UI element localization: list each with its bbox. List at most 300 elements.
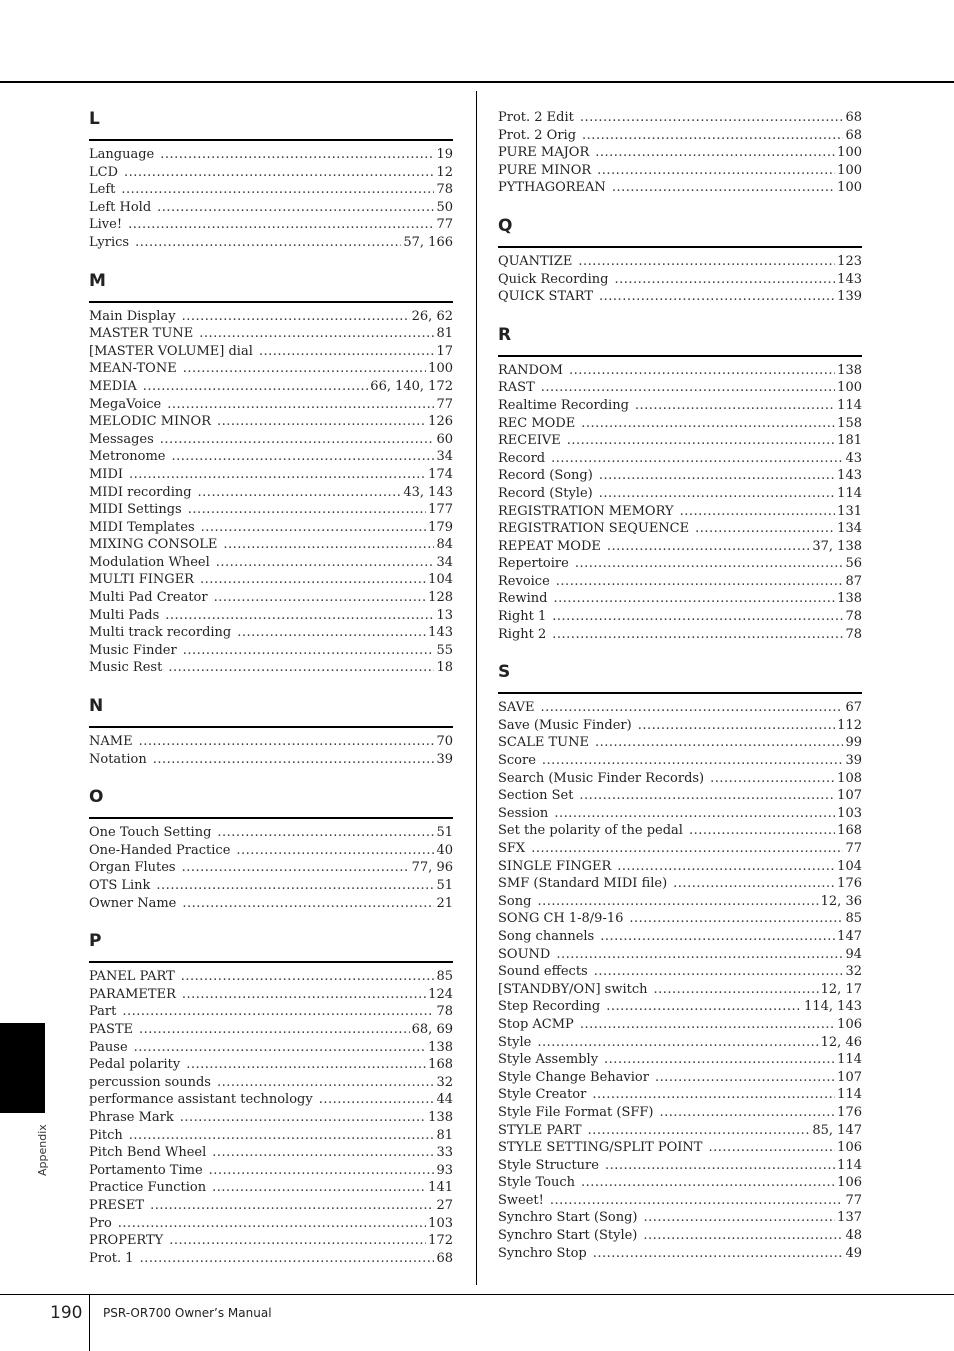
index-term: Stop ACMP: [498, 1016, 574, 1032]
dot-leader: [167, 396, 434, 414]
index-page-refs: 177: [428, 502, 453, 518]
index-page-refs: 78: [845, 609, 862, 625]
index-entry: [498, 717, 862, 735]
index-term: Song channels: [498, 928, 595, 944]
dot-leader: [216, 554, 435, 572]
index-term: SOUND: [498, 946, 551, 962]
index-page-refs: 100: [428, 361, 453, 377]
index-page-refs: 17: [436, 343, 453, 359]
dot-leader: [118, 1215, 426, 1233]
index-page-refs: 13: [436, 607, 453, 623]
section-gap: [89, 768, 453, 782]
index-entry: [89, 589, 453, 607]
index-term: Session: [498, 805, 549, 821]
index-term: Step Recording: [498, 999, 601, 1015]
dot-leader: [653, 981, 818, 999]
index-term: Right 1: [498, 609, 547, 625]
index-entry: [498, 1104, 862, 1122]
index-term: MIDI Templates: [89, 519, 195, 535]
index-term: RAST: [498, 380, 535, 396]
index-page-refs: 158: [837, 415, 862, 431]
index-page-refs: 12, 36: [820, 893, 862, 909]
section-gap: [89, 252, 453, 266]
dot-leader: [182, 308, 410, 326]
index-term: REPEAT MODE: [498, 538, 601, 554]
index-term: Style File Format (SFF): [498, 1104, 654, 1120]
index-term: SONG CH 1-8/9-16: [498, 911, 624, 927]
dot-leader: [594, 963, 844, 981]
dot-leader: [188, 501, 426, 519]
index-entry: [498, 127, 862, 145]
index-term: Metronome: [89, 449, 166, 465]
index-entry: [498, 946, 862, 964]
index-page-refs: 103: [837, 805, 862, 821]
index-page-refs: 43: [845, 450, 862, 466]
index-entry: [498, 538, 862, 556]
index-page-refs: 57, 166: [403, 234, 453, 250]
index-page-refs: 40: [436, 842, 453, 858]
dot-leader: [217, 824, 434, 842]
dot-leader: [660, 1104, 836, 1122]
index-term: MegaVoice: [89, 396, 162, 412]
dot-leader: [578, 253, 835, 271]
index-entry: [89, 1074, 453, 1092]
dot-leader: [580, 1016, 835, 1034]
index-term: Pro: [89, 1215, 112, 1231]
dot-leader: [597, 162, 835, 180]
index-entry: [498, 770, 862, 788]
index-term: SINGLE FINGER: [498, 858, 612, 874]
index-page-refs: 12, 17: [820, 981, 862, 997]
dot-leader: [710, 770, 835, 788]
index-page-refs: 143: [837, 271, 862, 287]
index-entry: [498, 288, 862, 306]
dot-leader: [541, 699, 844, 717]
column-divider: [476, 91, 477, 1285]
dot-leader: [223, 536, 434, 554]
index-term: PYTHAGOREAN: [498, 180, 606, 196]
dot-leader: [542, 752, 844, 770]
index-entry: [89, 1250, 453, 1268]
index-term: PURE MINOR: [498, 162, 592, 178]
index-term: Notation: [89, 751, 147, 767]
index-term: Lyrics: [89, 234, 130, 250]
index-term: Pitch: [89, 1127, 123, 1143]
dot-leader: [581, 1174, 835, 1192]
index-page-refs: 168: [837, 823, 862, 839]
dot-leader: [552, 608, 843, 626]
dot-leader: [153, 751, 435, 769]
dot-leader: [129, 1127, 435, 1145]
index-entry: [89, 501, 453, 519]
index-entry: [498, 109, 862, 127]
dot-leader: [588, 1122, 811, 1140]
index-term: OTS Link: [89, 878, 151, 893]
index-page-refs: 26, 62: [411, 308, 453, 324]
dot-leader: [201, 519, 427, 537]
index-entry: [89, 325, 453, 343]
dot-leader: [531, 840, 843, 858]
index-entry: [498, 822, 862, 840]
dot-leader: [150, 1197, 434, 1215]
index-term: RANDOM: [498, 362, 563, 378]
index-page-refs: 100: [837, 180, 862, 196]
index-term: Organ Flutes: [89, 860, 176, 876]
dot-leader: [217, 1074, 435, 1092]
dot-leader: [214, 589, 427, 607]
index-entry: [89, 536, 453, 554]
index-term: Revoice: [498, 573, 550, 589]
index-page-refs: 56: [845, 556, 862, 572]
index-term: [STANDBY/ON] switch: [498, 981, 648, 997]
index-entry: [89, 1215, 453, 1233]
index-entry: [89, 842, 453, 860]
index-page-refs: 176: [837, 1104, 862, 1120]
index-term: MIDI Settings: [89, 502, 182, 518]
dot-leader: [593, 1245, 844, 1263]
index-page-refs: 138: [837, 362, 862, 378]
section-gap: [498, 643, 862, 657]
index-entry: [498, 590, 862, 608]
index-page-refs: 172: [428, 1233, 453, 1249]
index-entry: [498, 963, 862, 981]
dot-leader: [129, 466, 426, 484]
index-entry: [498, 910, 862, 928]
dot-leader: [643, 1227, 843, 1245]
index-term: REGISTRATION MEMORY: [498, 503, 674, 519]
index-page-refs: 131: [837, 503, 862, 519]
index-entry: [498, 626, 862, 644]
index-entry: [89, 378, 453, 396]
dot-leader: [612, 179, 835, 197]
index-page-refs: 12: [436, 164, 453, 180]
section-heading: S: [498, 662, 511, 683]
dot-leader: [599, 485, 835, 503]
section-rule: [89, 726, 453, 728]
index-page-refs: 81: [436, 326, 453, 342]
dot-leader: [592, 1086, 835, 1104]
dot-leader: [156, 877, 434, 895]
dot-leader: [212, 1179, 426, 1197]
index-term: Prot. 1: [89, 1250, 134, 1266]
index-entry: [89, 484, 453, 502]
index-term: Prot. 2 Edit: [498, 110, 574, 125]
dot-leader: [537, 1034, 818, 1052]
appendix-tab-marker: [0, 1023, 45, 1113]
index-term: MASTER TUNE: [89, 326, 194, 342]
index-term: PANEL PART: [89, 969, 175, 985]
index-entry: [498, 1227, 862, 1245]
index-entry: [89, 1056, 453, 1074]
index-term: SAVE: [498, 700, 535, 716]
index-page-refs: 114: [837, 1052, 862, 1068]
dot-leader: [599, 288, 835, 306]
index-term: Owner Name: [89, 895, 177, 911]
index-entry: [89, 1127, 453, 1145]
index-page-refs: 50: [436, 199, 453, 215]
index-term: SFX: [498, 841, 526, 856]
index-page-refs: 114: [837, 1157, 862, 1173]
footer-divider: [89, 1294, 90, 1351]
index-entry: [89, 624, 453, 642]
index-page-refs: 32: [845, 964, 862, 980]
section-rule: [89, 961, 453, 963]
dot-leader: [575, 555, 844, 573]
index-page-refs: 141: [428, 1180, 453, 1196]
index-entry: [498, 1157, 862, 1175]
dot-leader: [556, 946, 843, 964]
index-entry: [89, 1003, 453, 1021]
index-entry: [89, 859, 453, 877]
index-entry: [498, 1051, 862, 1069]
index-page-refs: 12, 46: [820, 1034, 862, 1050]
dot-leader: [635, 397, 835, 415]
index-term: QUICK START: [498, 289, 594, 305]
index-term: Music Finder: [89, 642, 177, 658]
index-page-refs: 34: [436, 449, 453, 465]
dot-leader: [168, 659, 434, 677]
index-page-refs: 106: [837, 1175, 862, 1191]
index-term: percussion sounds: [89, 1074, 211, 1090]
index-term: Style Creator: [498, 1087, 587, 1103]
dot-leader: [217, 413, 426, 431]
index-term: STYLE SETTING/SPLIT POINT: [498, 1140, 703, 1156]
dot-leader: [595, 144, 835, 162]
index-entry: [498, 450, 862, 468]
index-term: Multi Pads: [89, 607, 160, 623]
dot-leader: [537, 893, 818, 911]
index-term: Style Change Behavior: [498, 1069, 649, 1085]
dot-leader: [553, 590, 835, 608]
index-entry: [89, 1197, 453, 1215]
index-entry: [498, 1174, 862, 1192]
dot-leader: [134, 1039, 427, 1057]
index-term: Save (Music Finder): [498, 717, 632, 733]
index-page-refs: 78: [436, 1004, 453, 1020]
index-entry: [89, 877, 453, 895]
index-entry: [89, 466, 453, 484]
dot-leader: [550, 1192, 844, 1210]
index-page-refs: 48: [845, 1228, 862, 1244]
footer-rule: [0, 1294, 954, 1295]
index-term: REGISTRATION SEQUENCE: [498, 521, 690, 537]
index-term: performance assistant technology: [89, 1092, 313, 1108]
dot-leader: [556, 573, 844, 591]
index-page-refs: 55: [436, 642, 453, 658]
index-term: MIDI recording: [89, 484, 192, 500]
index-entry: [89, 164, 453, 182]
index-entry: [498, 555, 862, 573]
index-term: SCALE TUNE: [498, 735, 589, 751]
dot-leader: [617, 858, 835, 876]
index-entry: [498, 415, 862, 433]
dot-leader: [607, 538, 810, 556]
index-entry: [89, 431, 453, 449]
index-page-refs: 134: [837, 521, 862, 537]
index-entry: [498, 573, 862, 591]
index-entry: [498, 1034, 862, 1052]
section-heading: Q: [498, 215, 513, 236]
index-term: MIDI: [89, 466, 124, 482]
index-entry: [89, 659, 453, 677]
dot-leader: [605, 1157, 835, 1175]
dot-leader: [139, 1021, 410, 1039]
index-term: Record: [498, 450, 546, 466]
dot-leader: [212, 1144, 434, 1162]
index-entry: [89, 1021, 453, 1039]
index-term: Style Touch: [498, 1175, 575, 1191]
index-page-refs: 68: [436, 1250, 453, 1266]
index-entry: [498, 1209, 862, 1227]
index-entry: [498, 1122, 862, 1140]
dot-leader: [186, 1056, 426, 1074]
index-entry: [498, 1139, 862, 1157]
dot-leader: [237, 624, 426, 642]
dot-leader: [200, 571, 426, 589]
index-entry: [498, 362, 862, 380]
index-page-refs: 100: [837, 162, 862, 178]
dot-leader: [169, 1232, 426, 1250]
index-page-refs: 77, 96: [411, 860, 453, 876]
index-page-refs: 94: [845, 946, 862, 962]
index-entry: [498, 503, 862, 521]
index-entry: [498, 1086, 862, 1104]
index-term: Sweet!: [498, 1192, 544, 1208]
index-page-refs: 107: [837, 788, 862, 804]
index-page-refs: 39: [845, 753, 862, 769]
index-page-refs: 100: [837, 380, 862, 396]
index-page-refs: 19: [436, 147, 453, 162]
index-page-refs: 78: [436, 182, 453, 198]
section-heading: M: [89, 270, 106, 291]
index-page-refs: 21: [436, 895, 453, 911]
index-term: Left: [89, 182, 116, 198]
index-page-refs: 18: [436, 660, 453, 676]
index-term: Style: [498, 1034, 532, 1050]
index-entry: [498, 981, 862, 999]
index-entry: [89, 1109, 453, 1127]
index-page-refs: 66, 140, 172: [370, 378, 453, 394]
index-page-refs: 176: [837, 876, 862, 892]
index-term: MEDIA: [89, 378, 137, 394]
dot-leader: [581, 415, 835, 433]
index-page-refs: 100: [837, 145, 862, 161]
dot-leader: [582, 127, 843, 145]
dot-leader: [180, 1109, 426, 1127]
index-term: PRESET: [89, 1197, 145, 1213]
index-entry: [498, 432, 862, 450]
dot-leader: [595, 734, 843, 752]
index-page-refs: 103: [428, 1215, 453, 1231]
index-entry: [498, 162, 862, 180]
index-term: Realtime Recording: [498, 397, 629, 413]
dot-leader: [199, 325, 434, 343]
index-term: One-Handed Practice: [89, 842, 231, 858]
section-gap: [498, 306, 862, 320]
index-page-refs: 34: [436, 554, 453, 570]
index-entry: [498, 467, 862, 485]
index-entry: [89, 343, 453, 361]
index-page-refs: 138: [428, 1109, 453, 1125]
index-entry: [498, 928, 862, 946]
index-page-refs: 181: [837, 433, 862, 449]
dot-leader: [182, 859, 410, 877]
index-term: Sound effects: [498, 964, 588, 980]
index-entry: [498, 1245, 862, 1263]
dot-leader: [160, 146, 434, 164]
index-entry: [89, 1232, 453, 1250]
index-term: STYLE PART: [498, 1122, 582, 1138]
dot-leader: [122, 1003, 434, 1021]
section-rule: [89, 817, 453, 819]
index-entry: [498, 608, 862, 626]
dot-leader: [124, 164, 434, 182]
index-entry: [89, 751, 453, 769]
index-term: Portamento Time: [89, 1162, 203, 1178]
index-page-refs: 138: [428, 1039, 453, 1055]
index-term: Quick Recording: [498, 271, 609, 287]
index-term: PARAMETER: [89, 986, 176, 1002]
dot-leader: [638, 717, 835, 735]
index-page-refs: 114: [837, 1087, 862, 1103]
index-page-refs: 37, 138: [812, 538, 862, 554]
section-rule: [89, 301, 453, 303]
index-term: Language: [89, 147, 155, 162]
index-entry: [498, 379, 862, 397]
section-gap: [498, 197, 862, 211]
dot-leader: [552, 626, 843, 644]
index-entry: [498, 520, 862, 538]
dot-leader: [182, 986, 426, 1004]
dot-leader: [121, 181, 434, 199]
index-entry: [89, 824, 453, 842]
index-term: Score: [498, 753, 536, 769]
dot-leader: [140, 1250, 435, 1268]
index-entry: [498, 253, 862, 271]
index-entry: [89, 733, 453, 751]
index-page-refs: 27: [436, 1197, 453, 1213]
section-heading: L: [89, 109, 100, 129]
index-entry: [89, 1039, 453, 1057]
index-term: Record (Song): [498, 468, 593, 484]
index-term: Live!: [89, 217, 123, 233]
index-page-refs: 77: [845, 841, 862, 856]
dot-leader: [599, 467, 835, 485]
index-page-refs: 114, 143: [804, 999, 862, 1015]
dot-leader: [614, 271, 835, 289]
index-term: Record (Style): [498, 485, 593, 501]
index-page-refs: 32: [436, 1074, 453, 1090]
dot-leader: [689, 822, 835, 840]
index-page-refs: 179: [428, 519, 453, 535]
index-entry: [498, 485, 862, 503]
index-entry: [89, 986, 453, 1004]
dot-leader: [643, 1209, 835, 1227]
index-term: Synchro Stop: [498, 1245, 587, 1261]
index-entry: [498, 858, 862, 876]
index-entry: [89, 571, 453, 589]
index-term: NAME: [89, 734, 133, 750]
index-entry: [89, 360, 453, 378]
index-entry: [89, 607, 453, 625]
index-page-refs: 93: [436, 1162, 453, 1178]
index-entry: [89, 413, 453, 431]
index-page-refs: 78: [845, 626, 862, 642]
index-column-left: [89, 102, 453, 1267]
dot-leader: [165, 607, 434, 625]
index-page-refs: 39: [436, 751, 453, 767]
index-page-refs: 104: [428, 572, 453, 588]
